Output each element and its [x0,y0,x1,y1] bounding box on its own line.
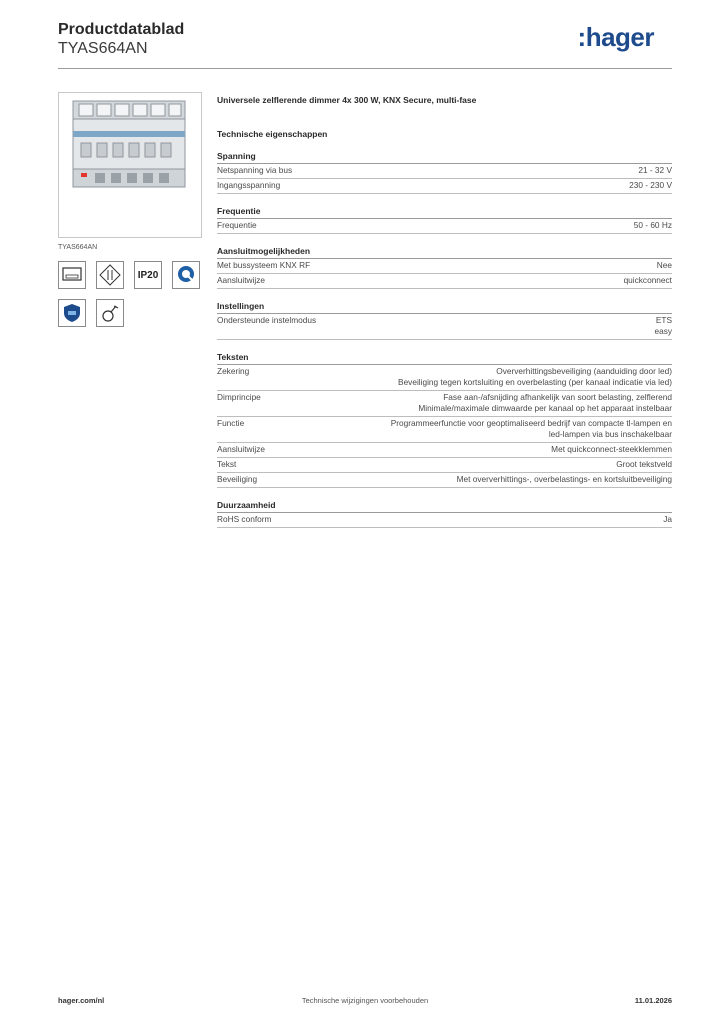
product-image [58,92,202,238]
spec-row [217,473,672,488]
knx-secure-icon [58,299,86,327]
spec-row [217,274,672,289]
spec-row [217,417,672,443]
section-title: Frequentie [217,206,672,219]
section-title: Teksten [217,352,672,365]
ip20-label: IP20 [137,269,159,281]
spec-value-line: Ja [663,514,672,524]
section-title: Duurzaamheid [217,500,672,513]
quickconnect-icon [172,261,200,289]
spec-value-line: 50 - 60 Hz [633,220,672,230]
spec-value [457,474,672,485]
section-title: Aansluitmogelijkheden [217,246,672,259]
spec-section [217,352,672,488]
spec-label: Aansluitwijze [217,275,265,285]
page-header [58,20,672,68]
section-title: Instellingen [217,301,672,314]
spec-row [217,391,672,417]
hager-logo: :hager [577,22,654,52]
spec-value-line: Minimale/maximale dimwaarde per kanaal op het apparaat instelbaar [418,403,672,413]
spec-value [551,444,672,455]
spec-label: Met bussysteem KNX RF [217,260,311,270]
certification-icons [58,261,202,327]
spec-label: Ondersteunde instelmodus [217,315,317,325]
spec-sections [217,151,672,528]
spec-section [217,206,672,234]
spec-label: Aansluitwijze [217,444,265,454]
spec-value-line: Nee [656,260,672,270]
product-description: Universele zelflerende dimmer 4x 300 W, KNX Secure, multi-fase [217,95,477,105]
spec-value [663,514,672,525]
spec-value-line: 21 - 32 V [638,165,672,175]
spec-value [638,165,672,176]
spec-row [217,365,672,391]
spec-label: Netspanning via bus [217,165,293,175]
spec-label: Zekering [217,366,250,376]
spec-value-line: 230 - 230 V [629,180,672,190]
spec-value-line: Met oververhittings-, overbelastings- en kortsluitbeveiliging [456,474,672,484]
document-title: Productdatablad [58,21,185,38]
spec-label: Functie [217,418,245,428]
spec-row [217,179,672,194]
spec-value-line: Programmeerfunctie voor geoptimaliseerd bedrijf van compacte tl-lampen en [390,418,672,428]
hand-tool-icon [96,299,124,327]
ce-marking-icon [58,261,86,289]
technical-properties-title: Technische eigenschappen [217,129,328,139]
spec-value [418,392,672,414]
spec-row [217,443,672,458]
spec-value [616,459,672,470]
spec-section [217,151,672,194]
spec-label: Frequentie [217,220,257,230]
specifications [217,95,672,528]
left-column [58,92,202,327]
section-title: Spanning [217,151,672,164]
dimmer-module-illustration [59,93,201,237]
spec-value-line: ETS [655,315,672,325]
spec-value [657,260,672,271]
spec-value-line: quickconnect [623,275,672,285]
ip20-icon [134,261,162,289]
spec-value [624,275,672,286]
spec-row [217,219,672,234]
spec-value [654,315,672,337]
spec-value-line: Groot tekstveld [616,459,672,469]
spec-label: Tekst [217,459,237,469]
spec-row [217,164,672,179]
footer-date: 11.01.2026 [634,996,672,1005]
spec-value-line: led-lampen via bus inschakelbaar [548,429,672,439]
footer-website: hager.com/nl [58,996,105,1005]
spec-value [629,180,672,191]
spec-section [217,301,672,340]
product-code: TYAS664AN [58,40,148,57]
spec-value-line: Oververhittingsbeveiliging (aanduiding door led) [496,366,672,376]
spec-section [217,500,672,528]
spec-row [217,314,672,340]
spec-label: Beveiliging [217,474,258,484]
double-insulation-icon [96,261,124,289]
spec-value [398,366,672,388]
spec-value [634,220,672,231]
spec-row [217,259,672,274]
spec-value [391,418,672,440]
spec-label: Dimprincipe [217,392,261,402]
spec-value-line: Beveiliging tegen kortsluiting en overbelasting (per kanaal indicatie via led) [398,377,672,387]
spec-label: RoHS conform [217,514,272,524]
spec-section [217,246,672,289]
product-image-caption: TYAS664AN [58,244,98,251]
footer-disclaimer: Technische wijzigingen voorbehouden [301,996,429,1005]
spec-value-line: Met quickconnect-steekklemmen [551,444,672,454]
spec-label: Ingangsspanning [217,180,281,190]
spec-row [217,513,672,528]
spec-value-line: Fase aan-/afsnijding afhankelijk van soort belasting, zelflerend [443,392,672,402]
header-divider [58,68,672,69]
spec-row [217,458,672,473]
spec-value-line: easy [654,326,672,336]
